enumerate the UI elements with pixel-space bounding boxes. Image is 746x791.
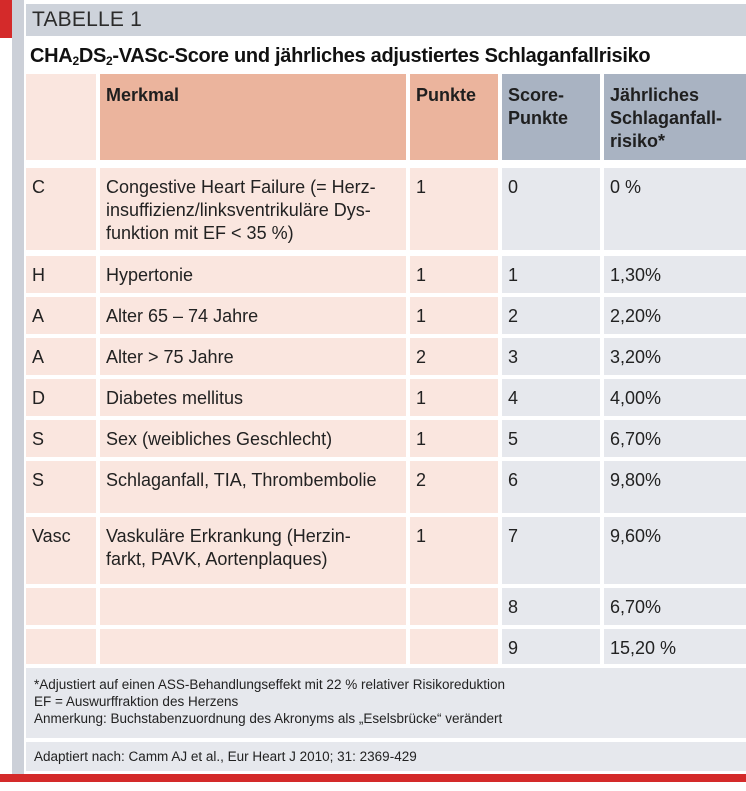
cell-risiko	[604, 379, 746, 416]
cell-text: 3,20%	[610, 347, 662, 367]
cell-line: Jährliches	[610, 85, 700, 105]
cell-punkte	[410, 461, 498, 513]
cell-text: 1	[416, 177, 427, 197]
cell-line: Score-	[508, 85, 565, 105]
cell-text: A	[32, 347, 45, 367]
cell-text: 2	[416, 470, 427, 490]
cell-text: D	[32, 388, 45, 408]
cell-line: funktion mit EF < 35 %)	[106, 223, 294, 243]
cell-risiko	[604, 168, 746, 250]
cell-code	[26, 338, 96, 375]
cell-risiko	[604, 629, 746, 664]
cell-text: 9,60%	[610, 526, 662, 546]
cell-risiko	[604, 420, 746, 457]
cell-code	[26, 379, 96, 416]
cell-text: 7	[508, 526, 519, 546]
cell-line: Alter > 75 Jahre	[106, 347, 234, 367]
footnote-adjustment: *Adjustiert auf einen ASS-Behandlungseffekt mit 22 % relativer Risikoreduktion	[34, 677, 506, 692]
cell-merkmal	[100, 297, 406, 334]
cell-score	[502, 256, 600, 293]
cell-text: 6,70%	[610, 597, 662, 617]
cell-code	[26, 256, 96, 293]
cell-merkmal	[100, 256, 406, 293]
cell-score	[502, 379, 600, 416]
cell-risiko	[604, 588, 746, 625]
cell-text: 9	[508, 638, 519, 658]
cell-text: Vasc	[32, 526, 71, 546]
header-schlaganfallrisiko	[604, 74, 746, 160]
cell-text: Merkmal	[106, 85, 180, 105]
cell-text: H	[32, 265, 45, 285]
cell-risiko	[604, 461, 746, 513]
cell-line: insuffizienz/linksventrikuläre Dys-	[106, 200, 371, 220]
cell-punkte	[410, 629, 498, 664]
cell-text: Punkte	[416, 85, 477, 105]
cell-score	[502, 461, 600, 513]
header-code-cell	[26, 74, 96, 160]
cell-punkte	[410, 297, 498, 334]
cell-text: 0 %	[610, 177, 642, 197]
header-score-punkte	[502, 74, 600, 160]
red-bottom-bar	[0, 774, 746, 782]
cell-risiko	[604, 256, 746, 293]
cell-line: Alter 65 – 74 Jahre	[106, 306, 259, 326]
cell-text: S	[32, 429, 45, 449]
cell-score	[502, 297, 600, 334]
cell-text: 15,20 %	[610, 638, 677, 658]
cell-merkmal	[100, 461, 406, 513]
cell-merkmal	[100, 517, 406, 584]
cell-merkmal	[100, 168, 406, 250]
cell-merkmal	[100, 338, 406, 375]
cell-merkmal	[100, 588, 406, 625]
cell-text: 1,30%	[610, 265, 662, 285]
cell-line: Congestive Heart Failure (= Herz-	[106, 177, 376, 197]
cell-text: 9,80%	[610, 470, 662, 490]
header-punkte	[410, 74, 498, 160]
cell-text: 8	[508, 597, 519, 617]
cell-line: Sex (weibliches Geschlecht)	[106, 429, 333, 449]
cell-punkte	[410, 517, 498, 584]
cell-code	[26, 629, 96, 664]
cell-text: 3	[508, 347, 519, 367]
cell-merkmal	[100, 379, 406, 416]
cell-code	[26, 168, 96, 250]
cell-text: 4	[508, 388, 519, 408]
cell-score	[502, 517, 600, 584]
cell-code	[26, 517, 96, 584]
cell-merkmal	[100, 629, 406, 664]
cell-text: 6,70%	[610, 429, 662, 449]
cell-text: 5	[508, 429, 519, 449]
left-margin-stripe	[12, 0, 24, 774]
cell-risiko	[604, 517, 746, 584]
cell-code	[26, 588, 96, 625]
cell-text: 0	[508, 177, 519, 197]
cell-punkte	[410, 338, 498, 375]
cell-punkte	[410, 379, 498, 416]
cell-text: 6	[508, 470, 519, 490]
cell-text: 2,20%	[610, 306, 662, 326]
cell-text: 1	[416, 265, 427, 285]
cell-text: 1	[416, 306, 427, 326]
cell-text: 2	[416, 347, 427, 367]
cell-text: C	[32, 177, 45, 197]
cell-line: Schlaganfall-	[610, 108, 723, 128]
cell-code	[26, 420, 96, 457]
cell-text: A	[32, 306, 45, 326]
header-merkmal	[100, 74, 406, 160]
cell-line: Diabetes mellitus	[106, 388, 244, 408]
cell-score	[502, 629, 600, 664]
cell-text: 1	[508, 265, 519, 285]
footnote-acronym: Anmerkung: Buchstabenzuordnung des Akronyms als „Eselsbrücke“ verändert	[34, 711, 503, 726]
cell-line: Vaskuläre Erkrankung (Herzin-	[106, 526, 351, 546]
red-accent-bar	[0, 0, 12, 38]
cell-score	[502, 338, 600, 375]
cell-merkmal	[100, 420, 406, 457]
cell-score	[502, 168, 600, 250]
cell-code	[26, 461, 96, 513]
cell-text: 2	[508, 306, 519, 326]
cell-punkte	[410, 168, 498, 250]
cell-text: 1	[416, 429, 427, 449]
table-title: $CHA_2DS_2-VASc$-Score und jährliches adjustiertes Schlaganfallrisiko	[30, 45, 651, 68]
table-label: TABELLE 1	[26, 4, 746, 36]
cell-line: risiko*	[610, 131, 666, 151]
cell-score	[502, 420, 600, 457]
cell-line: Hypertonie	[106, 265, 194, 285]
cell-risiko	[604, 338, 746, 375]
cell-score	[502, 588, 600, 625]
cell-punkte	[410, 588, 498, 625]
footnote-ef: EF = Auswurffraktion des Herzens	[34, 694, 239, 709]
cell-line: farkt, PAVK, Aortenplaques)	[106, 549, 328, 569]
cell-punkte	[410, 256, 498, 293]
cell-text: S	[32, 470, 45, 490]
cell-code	[26, 297, 96, 334]
cell-text: 4,00%	[610, 388, 662, 408]
footnotes	[26, 668, 746, 738]
source-citation: Adaptiert nach: Camm AJ et al., Eur Heart J 2010; 31: 2369-429	[26, 742, 746, 771]
cell-punkte	[410, 420, 498, 457]
cell-line: Schlaganfall, TIA, Thrombembolie	[106, 470, 377, 490]
cell-line: Punkte	[508, 108, 569, 128]
cell-text: 1	[416, 388, 427, 408]
cell-risiko	[604, 297, 746, 334]
cell-text: 1	[416, 526, 427, 546]
